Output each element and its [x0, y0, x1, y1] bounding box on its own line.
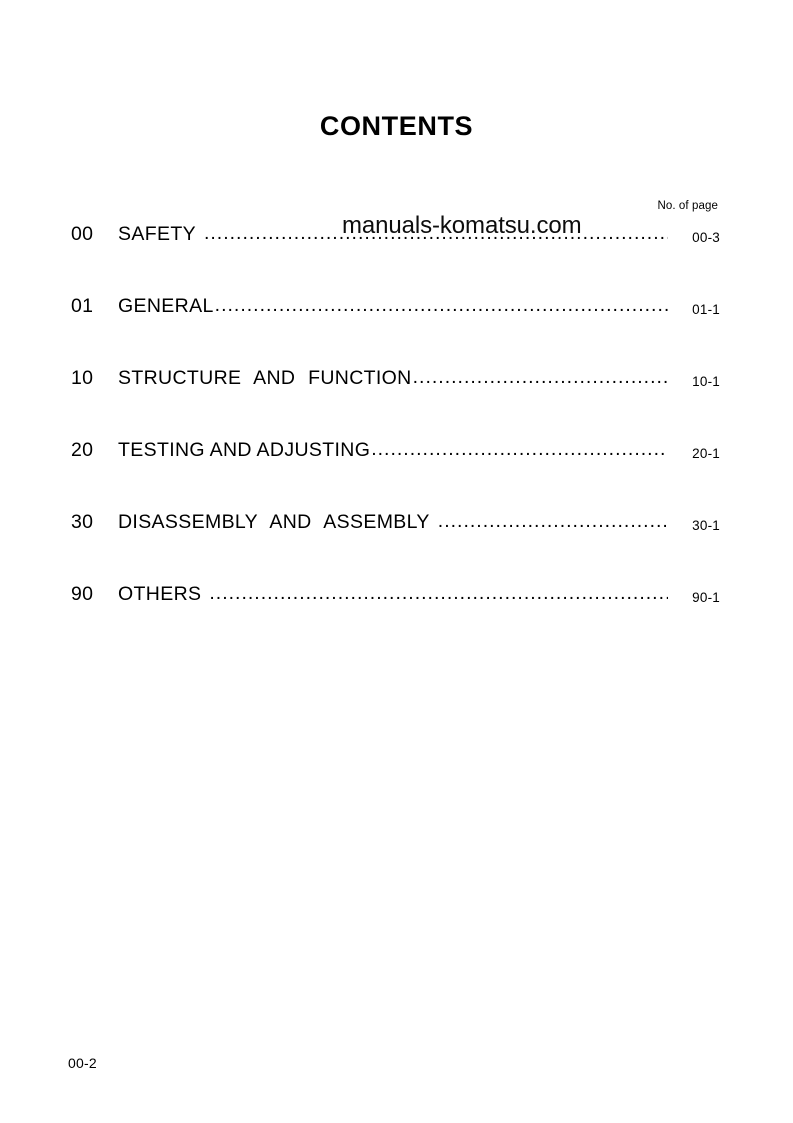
page-title: CONTENTS: [319, 111, 474, 141]
toc-entry-title: STRUCTURE AND FUNCTION: [118, 367, 412, 389]
toc-entry-page: 90-1: [692, 590, 720, 605]
dot-leader: [371, 438, 668, 461]
dot-leader: [209, 582, 668, 605]
dot-leader: [204, 222, 668, 245]
toc-entry-title: DISASSEMBLY AND ASSEMBLY: [118, 511, 430, 533]
toc-entry-number: 10: [71, 367, 94, 389]
toc-entry-title: OTHERS: [118, 583, 202, 605]
toc-entry-page: 30-1: [692, 518, 720, 533]
dot-leader: [215, 294, 668, 317]
toc-entry-number: 01: [71, 295, 94, 317]
toc-entry-number: 20: [71, 439, 94, 461]
toc-entry-page: 00-3: [692, 230, 720, 245]
toc-entry[interactable]: [71, 438, 720, 510]
toc-entry-page: 10-1: [692, 374, 720, 389]
toc-entry[interactable]: [71, 294, 720, 366]
dot-leader: [438, 510, 668, 533]
toc-entry-number: 00: [71, 223, 94, 245]
toc-entry-number: 30: [71, 511, 94, 533]
toc-entry[interactable]: [71, 582, 720, 654]
toc-entry-title: SAFETY: [118, 223, 196, 245]
toc-entry-number: 90: [71, 583, 94, 605]
toc-entry-title: GENERAL: [118, 295, 214, 317]
toc-entry[interactable]: [71, 510, 720, 582]
page-number-column-label: No. of page: [657, 200, 718, 212]
dot-leader: [413, 366, 668, 389]
watermark-text: manuals-komatsu.com: [342, 212, 582, 239]
toc-entry-page: 20-1: [692, 446, 720, 461]
toc-entry[interactable]: [71, 222, 720, 294]
toc-entry-page: 01-1: [692, 302, 720, 317]
table-of-contents: [71, 222, 720, 654]
toc-entry[interactable]: [71, 366, 720, 438]
toc-entry-title: TESTING AND ADJUSTING: [118, 439, 371, 461]
footer-page-number: 00-2: [68, 1055, 97, 1071]
